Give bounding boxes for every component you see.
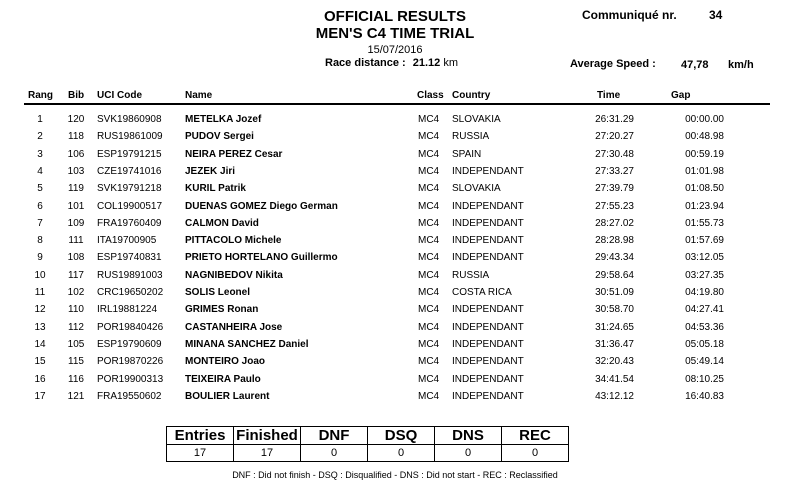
stats-table [166, 426, 569, 462]
cell-class: MC4 [418, 287, 440, 298]
stat-value-dsq: 0 [368, 445, 435, 462]
cell-uci: FRA19550602 [97, 390, 162, 402]
cell-bib: 105 [67, 338, 85, 350]
cell-country: INDEPENDANT [452, 235, 524, 247]
cell-uci: RUS19891003 [97, 269, 163, 281]
cell-name: NAGNIBEDOV Nikita [185, 269, 283, 281]
col-country-header: Country [452, 90, 491, 101]
cell-class: MC4 [418, 200, 440, 212]
cell-bib: 109 [67, 217, 85, 229]
cell-time: 30:51.09 [595, 287, 634, 298]
cell-bib: 119 [68, 183, 84, 195]
cell-class: MC4 [418, 373, 440, 385]
result-row [0, 218, 790, 235]
cell-uci: POR19900313 [97, 373, 164, 385]
cell-bib: 117 [68, 269, 84, 281]
cell-bib: 115 [68, 356, 84, 368]
cell-class: MC4 [418, 304, 440, 316]
cell-name: KURIL Patrik [185, 183, 246, 195]
cell-time: 26:31.29 [595, 114, 634, 125]
stat-header-dnf: DNF [301, 427, 368, 445]
cell-rank: 2 [37, 131, 43, 143]
cell-class: MC4 [418, 338, 440, 350]
stat-value-dns: 0 [435, 445, 502, 462]
cell-time: 30:58.70 [595, 304, 634, 316]
cell-name: JEZEK Jiri [185, 165, 236, 177]
cell-rank: 5 [37, 183, 43, 195]
stat-value-dnf: 0 [301, 445, 368, 462]
header-rule [24, 103, 770, 105]
cell-uci: SVK19791218 [97, 183, 162, 195]
col-bib-header: Bib [68, 90, 85, 101]
cell-country: INDEPENDANT [452, 217, 524, 229]
cell-uci: IRL19881224 [97, 304, 158, 316]
cell-rank: 9 [37, 252, 43, 264]
cell-uci: CZE19741016 [97, 165, 162, 177]
cell-rank: 13 [34, 321, 46, 333]
cell-time: 27:39.79 [595, 183, 634, 195]
col-class-header: Class [417, 90, 444, 101]
cell-class: MC4 [418, 131, 440, 143]
communique-number: 34 [709, 8, 723, 22]
col-gap-header: Gap [671, 90, 691, 101]
cell-gap: 00:00.00 [685, 114, 724, 125]
cell-name: GRIMES Ronan [185, 304, 259, 316]
stat-header-entries: Entries [167, 427, 234, 445]
cell-time: 29:58.64 [595, 269, 634, 281]
cell-time: 28:28.98 [595, 235, 634, 247]
result-row [0, 131, 790, 148]
avg-speed-unit: km/h [728, 59, 754, 71]
cell-bib: 121 [67, 390, 85, 402]
stat-header-finished: Finished [234, 427, 301, 445]
cell-rank: 15 [34, 356, 46, 368]
cell-uci: POR19870226 [97, 356, 164, 368]
cell-name: NEIRA PEREZ Cesar [185, 148, 283, 160]
stat-header-dsq: DSQ [368, 427, 435, 445]
cell-bib: 111 [68, 235, 84, 247]
stat-value-finished: 17 [234, 445, 301, 462]
cell-gap: 04:53.36 [685, 321, 724, 333]
cell-uci: ITA19700905 [97, 235, 157, 247]
col-uci-header: UCI Code [97, 90, 142, 101]
cell-name: DUENAS GOMEZ Diego German [185, 200, 338, 212]
cell-country: COSTA RICA [452, 287, 512, 298]
cell-rank: 8 [37, 235, 43, 247]
cell-bib: 103 [67, 165, 85, 177]
result-row [0, 235, 790, 252]
cell-time: 27:30.48 [595, 148, 634, 160]
result-row [0, 114, 790, 131]
distance-value: 21.12 [412, 57, 441, 69]
cell-class: MC4 [418, 148, 440, 160]
cell-uci: ESP19791215 [97, 148, 162, 160]
cell-rank: 17 [34, 390, 46, 402]
cell-name: SOLIS Leonel [185, 287, 251, 298]
cell-bib: 112 [68, 321, 84, 333]
cell-country: SLOVAKIA [452, 114, 501, 125]
stat-header-dns: DNS [435, 427, 502, 445]
cell-name: MINANA SANCHEZ Daniel [185, 338, 309, 350]
cell-country: INDEPENDANT [452, 321, 524, 333]
result-row [0, 270, 790, 287]
cell-bib: 120 [67, 114, 85, 125]
cell-uci: FRA19760409 [97, 217, 162, 229]
cell-class: MC4 [418, 321, 440, 333]
cell-gap: 03:12.05 [685, 252, 724, 264]
event-title: MEN'S C4 TIME TRIAL [315, 25, 475, 42]
col-name-header: Name [185, 90, 213, 101]
communique-label: Communiqué nr. [582, 8, 677, 22]
cell-time: 29:43.34 [595, 252, 634, 264]
cell-uci: SVK19860908 [97, 114, 162, 125]
result-row [0, 339, 790, 356]
cell-gap: 00:59.19 [685, 148, 724, 160]
stat-value-entries: 17 [167, 445, 234, 462]
cell-time: 27:33.27 [595, 165, 634, 177]
cell-class: MC4 [418, 235, 440, 247]
cell-rank: 10 [34, 269, 46, 281]
cell-rank: 11 [34, 287, 46, 298]
cell-class: MC4 [418, 390, 440, 402]
cell-country: RUSSIA [452, 269, 490, 281]
cell-country: RUSSIA [452, 131, 490, 143]
cell-bib: 118 [68, 131, 84, 143]
cell-gap: 08:10.25 [685, 373, 724, 385]
cell-bib: 110 [68, 304, 84, 316]
cell-gap: 01:57.69 [685, 235, 724, 247]
cell-time: 31:36.47 [595, 338, 634, 350]
result-row [0, 391, 790, 408]
cell-name: MONTEIRO Joao [185, 356, 266, 368]
cell-gap: 01:55.73 [685, 217, 724, 229]
cell-rank: 14 [34, 338, 46, 350]
cell-class: MC4 [418, 114, 440, 125]
cell-class: MC4 [418, 183, 440, 195]
cell-name: PRIETO HORTELANO Guillermo [185, 252, 338, 264]
cell-name: CASTANHEIRA Jose [185, 321, 283, 333]
result-row [0, 183, 790, 200]
cell-name: METELKA Jozef [185, 114, 262, 125]
cell-rank: 12 [34, 304, 46, 316]
cell-time: 28:27.02 [595, 217, 634, 229]
cell-country: INDEPENDANT [452, 165, 524, 177]
cell-gap: 05:49.14 [685, 356, 724, 368]
cell-gap: 04:19.80 [685, 287, 724, 298]
cell-country: SLOVAKIA [452, 183, 501, 195]
cell-time: 34:41.54 [595, 373, 634, 385]
cell-name: PITTACOLO Michele [185, 235, 282, 247]
cell-time: 27:20.27 [595, 131, 634, 143]
cell-name: PUDOV Sergei [185, 131, 254, 143]
cell-bib: 101 [67, 200, 85, 212]
col-rank-header: Rang [28, 90, 53, 101]
cell-gap: 01:23.94 [685, 200, 724, 212]
cell-rank: 7 [37, 217, 43, 229]
cell-class: MC4 [418, 165, 440, 177]
stat-value-rec: 0 [502, 445, 569, 462]
cell-rank: 1 [37, 114, 43, 125]
stat-header-rec: REC [502, 427, 569, 445]
result-row [0, 287, 790, 304]
cell-rank: 6 [37, 200, 43, 212]
col-time-header: Time [597, 90, 621, 101]
cell-gap: 16:40.83 [685, 390, 724, 402]
result-row [0, 252, 790, 269]
cell-uci: COL19900517 [97, 200, 163, 212]
cell-uci: ESP19740831 [97, 252, 162, 264]
cell-uci: ESP19790609 [97, 338, 162, 350]
cell-country: SPAIN [452, 148, 482, 160]
cell-gap: 01:08.50 [685, 183, 724, 195]
cell-time: 32:20.43 [595, 356, 634, 368]
result-row [0, 374, 790, 391]
avg-speed-label: Average Speed : [570, 58, 656, 70]
cell-bib: 102 [67, 287, 85, 298]
cell-uci: POR19840426 [97, 321, 164, 333]
cell-gap: 05:05.18 [685, 338, 724, 350]
cell-name: BOULIER Laurent [185, 390, 270, 402]
race-date: 15/07/2016 [367, 44, 423, 56]
cell-time: 27:55.23 [595, 200, 634, 212]
cell-uci: CRC19650202 [97, 287, 164, 298]
avg-speed-value: 47,78 [681, 59, 709, 71]
cell-country: INDEPENDANT [452, 304, 524, 316]
cell-bib: 116 [68, 373, 84, 385]
cell-gap: 04:27.41 [685, 304, 724, 316]
cell-name: CALMON David [185, 217, 259, 229]
cell-gap: 01:01.98 [685, 165, 724, 177]
result-row [0, 356, 790, 373]
result-row [0, 322, 790, 339]
results-title: OFFICIAL RESULTS [324, 8, 466, 25]
cell-country: INDEPENDANT [452, 200, 524, 212]
cell-rank: 3 [37, 148, 43, 160]
legend-footnote: DNF : Did not finish - DSQ : Disqualified - DNS : Did not start - REC : Reclassified [232, 470, 558, 480]
cell-time: 43:12.12 [595, 390, 634, 402]
cell-country: INDEPENDANT [452, 373, 524, 385]
cell-country: INDEPENDANT [452, 390, 524, 402]
distance-unit: km [443, 57, 459, 69]
cell-time: 31:24.65 [595, 321, 634, 333]
result-row [0, 201, 790, 218]
cell-gap: 03:27.35 [685, 269, 724, 281]
cell-country: INDEPENDANT [452, 356, 524, 368]
race-distance [325, 57, 458, 69]
cell-class: MC4 [418, 269, 440, 281]
result-row [0, 149, 790, 166]
cell-bib: 106 [67, 148, 85, 160]
cell-name: TEIXEIRA Paulo [185, 373, 261, 385]
cell-rank: 16 [34, 373, 46, 385]
cell-class: MC4 [418, 217, 440, 229]
cell-uci: RUS19861009 [97, 131, 163, 143]
cell-gap: 00:48.98 [685, 131, 724, 143]
cell-country: INDEPENDANT [452, 338, 524, 350]
result-row [0, 166, 790, 183]
cell-bib: 108 [67, 252, 85, 264]
cell-class: MC4 [418, 356, 440, 368]
cell-class: MC4 [418, 252, 440, 264]
cell-country: INDEPENDANT [452, 252, 524, 264]
cell-rank: 4 [37, 165, 43, 177]
distance-label: Race distance : [325, 57, 406, 69]
result-row [0, 304, 790, 321]
